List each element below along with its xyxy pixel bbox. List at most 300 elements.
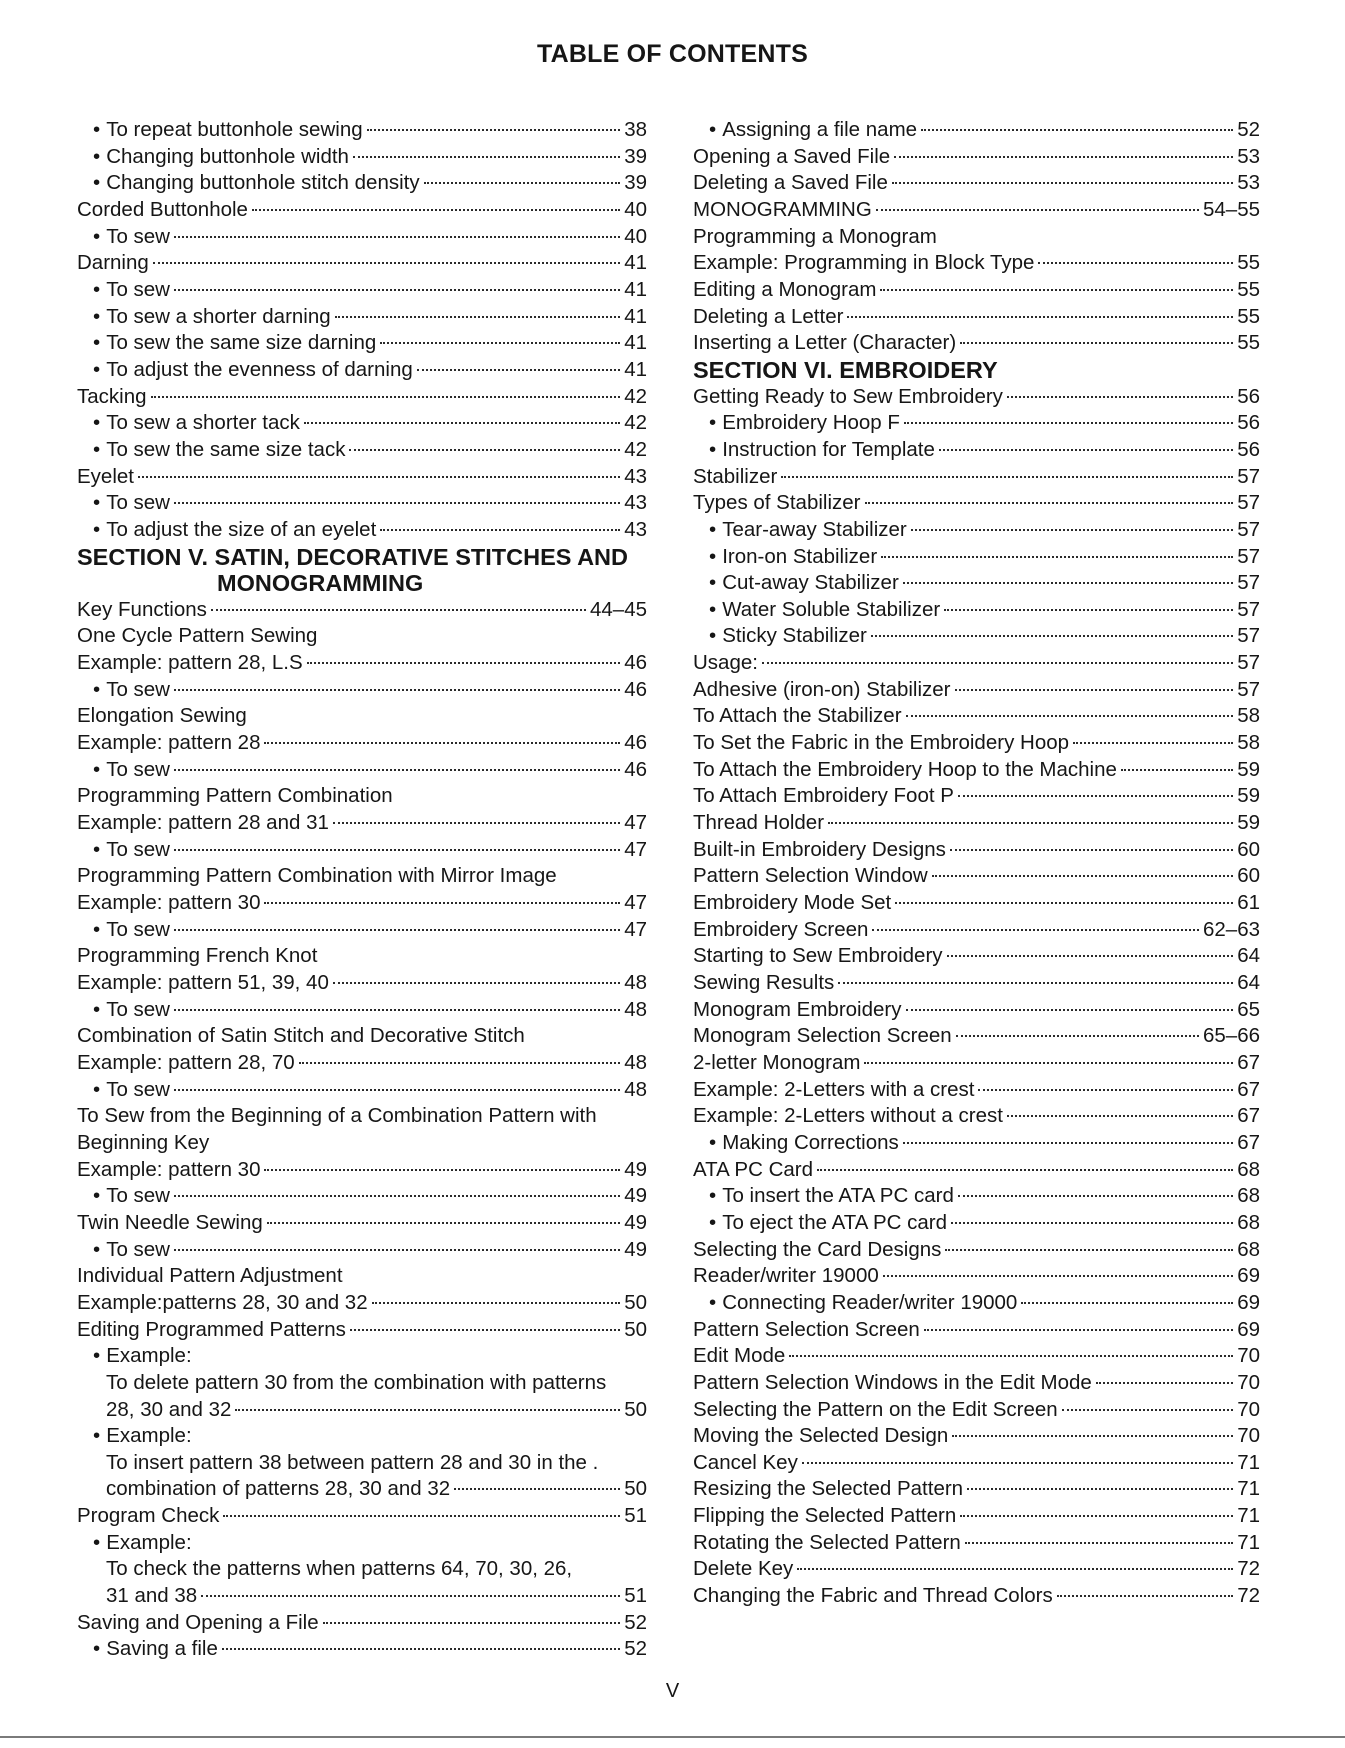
toc-entry[interactable] xyxy=(77,357,647,384)
dot-leader xyxy=(335,316,621,318)
toc-entry[interactable] xyxy=(693,623,1260,650)
entry-page-number: 69 xyxy=(1237,1317,1260,1341)
toc-entry[interactable] xyxy=(693,757,1260,784)
entry-page-number: 55 xyxy=(1237,251,1260,275)
toc-entry[interactable] xyxy=(693,1210,1260,1237)
entry-label: To eject the ATA PC card xyxy=(722,1210,948,1234)
toc-entry[interactable] xyxy=(693,544,1260,571)
toc-entry[interactable] xyxy=(693,1476,1260,1503)
toc-left-column xyxy=(77,117,647,1663)
entry-label: To insert pattern 38 between pattern 28 and 30 in the . xyxy=(106,1450,599,1474)
dot-leader xyxy=(174,769,620,771)
entry-label: Programming Pattern Combination with Mirror Image xyxy=(77,864,557,888)
entry-page-number: 56 xyxy=(1237,411,1260,435)
entry-page-number: 68 xyxy=(1237,1157,1260,1181)
toc-entry[interactable] xyxy=(693,783,1260,810)
toc-entry[interactable] xyxy=(693,837,1260,864)
toc-entry[interactable] xyxy=(693,1450,1260,1477)
entry-page-number: 64 xyxy=(1237,944,1260,968)
dot-leader xyxy=(174,1195,620,1197)
bullet-icon: • xyxy=(93,331,101,355)
entry-label: To sew xyxy=(106,1184,170,1208)
toc-entry[interactable] xyxy=(77,384,647,411)
toc-entry[interactable] xyxy=(693,1023,1260,1050)
bullet-icon: • xyxy=(93,144,101,168)
entry-label: To Set the Fabric in the Embroidery Hoop xyxy=(693,731,1070,755)
entry-page-number: 42 xyxy=(624,437,647,461)
entry-page-number: 60 xyxy=(1237,864,1260,888)
entry-page-number: 44–45 xyxy=(589,597,647,621)
toc-entry[interactable] xyxy=(693,997,1260,1024)
entry-page-number: 41 xyxy=(624,304,647,328)
entry-page-number: 68 xyxy=(1237,1210,1260,1234)
toc-entry[interactable] xyxy=(693,730,1260,757)
toc-entry[interactable] xyxy=(693,250,1260,277)
dot-leader xyxy=(353,156,620,158)
entry-label: Tear-away Stabilizer xyxy=(722,517,907,541)
bullet-icon: • xyxy=(93,304,101,328)
entry-label: To sew xyxy=(106,1237,170,1261)
toc-entry[interactable] xyxy=(77,917,647,944)
toc-entry[interactable] xyxy=(77,1317,647,1344)
toc-entry[interactable] xyxy=(693,1397,1260,1424)
toc-entry[interactable] xyxy=(77,1343,647,1370)
toc-entry[interactable] xyxy=(77,517,647,544)
toc-entry[interactable] xyxy=(77,757,647,784)
bullet-icon: • xyxy=(93,1077,101,1101)
entry-page-number: 57 xyxy=(1237,651,1260,675)
entry-label: Making Corrections xyxy=(722,1130,899,1154)
toc-entry[interactable] xyxy=(77,1077,647,1104)
bullet-icon: • xyxy=(93,277,101,301)
toc-entry[interactable] xyxy=(77,1103,647,1130)
bullet-icon: • xyxy=(93,677,101,701)
toc-entry[interactable] xyxy=(77,863,647,890)
toc-entry[interactable] xyxy=(77,1583,647,1610)
entry-label: Delete Key xyxy=(693,1557,794,1581)
dot-leader xyxy=(417,369,620,371)
entry-page-number: 41 xyxy=(624,277,647,301)
entry-page-number: 60 xyxy=(1237,837,1260,861)
toc-entry[interactable] xyxy=(693,1583,1260,1610)
dot-leader xyxy=(201,1595,620,1597)
toc-entry[interactable] xyxy=(77,1503,647,1530)
entry-page-number: 67 xyxy=(1237,1130,1260,1154)
entry-label: Elongation Sewing xyxy=(77,704,247,728)
entry-page-number: 41 xyxy=(624,331,647,355)
bullet-icon: • xyxy=(709,624,717,648)
entry-page-number: 65–66 xyxy=(1202,1024,1260,1048)
dot-leader xyxy=(333,822,620,824)
toc-entry[interactable] xyxy=(693,464,1260,491)
dot-leader xyxy=(1021,1302,1233,1304)
entry-label: Programming French Knot xyxy=(77,944,318,968)
dot-leader xyxy=(138,476,620,478)
bullet-icon: • xyxy=(709,597,717,621)
entry-page-number: 40 xyxy=(624,224,647,248)
toc-entry[interactable] xyxy=(693,1077,1260,1104)
dot-leader xyxy=(1038,262,1233,264)
entry-page-number: 42 xyxy=(624,411,647,435)
entry-label: Edit Mode xyxy=(693,1344,786,1368)
entry-label: Tacking xyxy=(77,384,147,408)
entry-page-number: 46 xyxy=(624,731,647,755)
entry-page-number: 53 xyxy=(1237,144,1260,168)
entry-label: To sew xyxy=(106,837,170,861)
entry-page-number: 57 xyxy=(1237,677,1260,701)
toc-entry[interactable] xyxy=(693,384,1260,411)
entry-page-number: 70 xyxy=(1237,1424,1260,1448)
toc-entry[interactable] xyxy=(693,863,1260,890)
toc-entry[interactable] xyxy=(693,597,1260,624)
entry-page-number: 43 xyxy=(624,464,647,488)
entry-label: Cancel Key xyxy=(693,1450,798,1474)
entry-page-number: 50 xyxy=(624,1477,647,1501)
toc-entry[interactable] xyxy=(693,1423,1260,1450)
entry-label: Monogram Selection Screen xyxy=(693,1024,952,1048)
dot-leader xyxy=(1096,1382,1233,1384)
dot-leader xyxy=(924,1329,1233,1331)
entry-label: To repeat buttonhole sewing xyxy=(106,118,363,141)
entry-label: Sticky Stabilizer xyxy=(722,624,867,648)
entry-page-number: 41 xyxy=(624,251,647,275)
entry-page-number: 48 xyxy=(624,1077,647,1101)
toc-entry[interactable] xyxy=(693,943,1260,970)
entry-label: Example: pattern 28, L.S xyxy=(77,651,303,675)
entry-label: Embroidery Screen xyxy=(693,917,869,941)
toc-entry[interactable] xyxy=(693,810,1260,837)
dot-leader xyxy=(264,1169,620,1171)
dot-leader xyxy=(789,1355,1233,1357)
entry-label: Editing a Monogram xyxy=(693,277,877,301)
toc-entry[interactable] xyxy=(693,1157,1260,1184)
toc-entry[interactable] xyxy=(693,144,1260,171)
entry-label: To sew xyxy=(106,491,170,515)
toc-entry[interactable] xyxy=(693,1343,1260,1370)
entry-label: Example: pattern 51, 39, 40 xyxy=(77,971,329,994)
entry-page-number: 69 xyxy=(1237,1290,1260,1314)
toc-entry[interactable] xyxy=(77,1050,647,1077)
toc-entry[interactable] xyxy=(77,1610,647,1637)
toc-entry[interactable] xyxy=(77,304,647,331)
dot-leader xyxy=(235,1409,620,1411)
toc-entry[interactable] xyxy=(693,703,1260,730)
entry-page-number: 72 xyxy=(1237,1557,1260,1581)
entry-page-number: 48 xyxy=(624,997,647,1021)
entry-label: Example: Programming in Block Type xyxy=(693,251,1035,275)
toc-entry[interactable] xyxy=(693,197,1260,224)
section-heading: SECTION VI. EMBROIDERY xyxy=(693,356,998,383)
toc-entry[interactable] xyxy=(693,1263,1260,1290)
entry-page-number: 72 xyxy=(1237,1584,1260,1608)
entry-label: To check the patterns when patterns 64, 70, 30, 26, xyxy=(106,1557,573,1581)
bullet-icon: • xyxy=(93,837,101,861)
entry-label: Example: xyxy=(106,1424,192,1448)
entry-page-number: 39 xyxy=(624,171,647,195)
toc-entry[interactable] xyxy=(77,464,647,491)
dot-leader xyxy=(762,662,1233,664)
entry-page-number: 47 xyxy=(624,917,647,941)
entry-label: Selecting the Card Designs xyxy=(693,1237,942,1261)
toc-entry[interactable] xyxy=(77,1636,647,1663)
toc-entry[interactable] xyxy=(77,250,647,277)
entry-label: Programming Pattern Combination xyxy=(77,784,393,808)
entry-page-number: 58 xyxy=(1237,704,1260,728)
toc-entry[interactable] xyxy=(77,623,647,650)
entry-label: Reader/writer 19000 xyxy=(693,1264,879,1288)
bullet-icon: • xyxy=(93,357,101,381)
toc-entry[interactable] xyxy=(693,1103,1260,1130)
toc-entry[interactable] xyxy=(77,810,647,837)
toc-entry[interactable] xyxy=(693,330,1260,357)
toc-entry[interactable] xyxy=(693,304,1260,331)
dot-leader xyxy=(903,582,1233,584)
bullet-icon: • xyxy=(93,171,101,195)
toc-entry[interactable] xyxy=(77,1263,647,1290)
toc-entry[interactable] xyxy=(77,330,647,357)
toc-entry[interactable] xyxy=(77,1530,647,1557)
toc-entry[interactable] xyxy=(77,677,647,704)
toc-entry[interactable] xyxy=(77,1556,647,1583)
toc-entry[interactable] xyxy=(77,650,647,677)
entry-page-number: 65 xyxy=(1237,997,1260,1021)
dot-leader xyxy=(211,609,586,611)
entry-page-number: 71 xyxy=(1237,1530,1260,1554)
toc-entry[interactable] xyxy=(77,970,647,997)
entry-page-number: 52 xyxy=(624,1637,647,1661)
entry-page-number: 56 xyxy=(1237,384,1260,408)
toc-entry[interactable] xyxy=(77,1157,647,1184)
entry-page-number: 67 xyxy=(1237,1104,1260,1128)
toc-entry[interactable] xyxy=(77,410,647,437)
entry-label: To Attach the Embroidery Hoop to the Machine xyxy=(693,757,1117,781)
toc-entry[interactable] xyxy=(77,703,647,730)
toc-entry[interactable] xyxy=(77,1370,647,1397)
entry-page-number: 70 xyxy=(1237,1370,1260,1394)
bullet-icon: • xyxy=(93,118,101,141)
toc-entry[interactable] xyxy=(693,570,1260,597)
toc-entry[interactable] xyxy=(693,1370,1260,1397)
toc-entry[interactable] xyxy=(693,437,1260,464)
dot-leader xyxy=(174,236,620,238)
toc-entry[interactable] xyxy=(77,1290,647,1317)
dot-leader xyxy=(883,1275,1233,1277)
toc-entry[interactable] xyxy=(77,943,647,970)
entry-label: Program Check xyxy=(77,1504,220,1528)
dot-leader xyxy=(894,156,1233,158)
entry-label: Connecting Reader/writer 19000 xyxy=(722,1290,1018,1314)
toc-entry[interactable] xyxy=(693,117,1260,144)
dot-leader xyxy=(947,955,1234,957)
entry-page-number: 56 xyxy=(1237,437,1260,461)
toc-right-column xyxy=(693,117,1260,1610)
page-title: TABLE OF CONTENTS xyxy=(537,40,808,68)
dot-leader xyxy=(174,1089,620,1091)
bullet-icon: • xyxy=(93,997,101,1021)
toc-entry[interactable] xyxy=(77,1423,647,1450)
entry-label: Editing Programmed Patterns xyxy=(77,1317,346,1341)
entry-page-number: 43 xyxy=(624,491,647,515)
toc-entry[interactable] xyxy=(77,1397,647,1424)
dot-leader xyxy=(895,902,1233,904)
entry-label: Sewing Results xyxy=(693,971,835,994)
toc-entry[interactable] xyxy=(693,1317,1260,1344)
dot-leader xyxy=(174,1249,620,1251)
dot-leader xyxy=(892,182,1233,184)
toc-entry[interactable] xyxy=(693,1237,1260,1264)
toc-entry[interactable] xyxy=(693,277,1260,304)
dot-leader xyxy=(222,1648,620,1650)
toc-entry[interactable] xyxy=(77,1450,647,1477)
toc-entry[interactable] xyxy=(693,890,1260,917)
dot-leader xyxy=(881,556,1233,558)
entry-page-number: 52 xyxy=(624,1610,647,1634)
toc-entry[interactable] xyxy=(693,1503,1260,1530)
entry-label: combination of patterns 28, 30 and 32 xyxy=(106,1477,451,1501)
toc-entry[interactable] xyxy=(693,917,1260,944)
entry-page-number: 48 xyxy=(624,971,647,994)
dot-leader xyxy=(367,129,621,131)
entry-page-number: 53 xyxy=(1237,171,1260,195)
toc-entry[interactable] xyxy=(693,650,1260,677)
toc-entry[interactable] xyxy=(77,1183,647,1210)
dot-leader xyxy=(797,1568,1233,1570)
entry-label: Starting to Sew Embroidery xyxy=(693,944,943,968)
entry-page-number: 51 xyxy=(624,1584,647,1608)
toc-entry[interactable] xyxy=(693,1530,1260,1557)
entry-label: Key Functions xyxy=(77,597,207,621)
dot-leader xyxy=(950,849,1233,851)
entry-label: Pattern Selection Screen xyxy=(693,1317,920,1341)
entry-label: To adjust the size of an eyelet xyxy=(106,517,377,541)
dot-leader xyxy=(174,289,620,291)
entry-label: To sew the same size darning xyxy=(106,331,377,355)
toc-entry[interactable] xyxy=(77,224,647,251)
entry-page-number: 71 xyxy=(1237,1477,1260,1501)
entry-page-number: 48 xyxy=(624,1050,647,1074)
entry-label: 2-letter Monogram xyxy=(693,1050,861,1074)
entry-label: To Attach the Stabilizer xyxy=(693,704,902,728)
dot-leader xyxy=(967,1488,1233,1490)
dot-leader xyxy=(264,742,620,744)
bullet-icon: • xyxy=(93,491,101,515)
toc-entry[interactable] xyxy=(77,730,647,757)
dot-leader xyxy=(454,1488,620,1490)
toc-entry[interactable] xyxy=(693,170,1260,197)
entry-page-number: 59 xyxy=(1237,757,1260,781)
toc-entry[interactable] xyxy=(77,197,647,224)
entry-label: Changing buttonhole width xyxy=(106,144,349,168)
entry-label: Example: pattern 28 and 31 xyxy=(77,811,329,835)
entry-label: Darning xyxy=(77,251,149,275)
entry-label: Beginning Key xyxy=(77,1130,210,1154)
dot-leader xyxy=(424,182,621,184)
entry-page-number: 46 xyxy=(624,677,647,701)
entry-label: To Sew from the Beginning of a Combination Pattern with xyxy=(77,1104,597,1128)
dot-leader xyxy=(323,1622,621,1624)
toc-entry[interactable] xyxy=(77,1476,647,1503)
entry-label: 31 and 38 xyxy=(106,1584,198,1608)
toc-entry[interactable] xyxy=(693,1183,1260,1210)
toc-entry[interactable] xyxy=(77,144,647,171)
dot-leader xyxy=(1062,1409,1234,1411)
entry-label: Example: pattern 28, 70 xyxy=(77,1050,295,1074)
toc-entry[interactable] xyxy=(693,224,1260,251)
toc-entry[interactable] xyxy=(77,437,647,464)
toc-entry[interactable] xyxy=(693,1290,1260,1317)
toc-entry[interactable] xyxy=(77,597,647,624)
toc-entry[interactable] xyxy=(77,277,647,304)
toc-entry[interactable] xyxy=(77,890,647,917)
entry-label: Changing buttonhole stitch density xyxy=(106,171,420,195)
dot-leader xyxy=(153,262,620,264)
toc-entry[interactable] xyxy=(77,117,647,144)
toc-entry[interactable] xyxy=(693,1050,1260,1077)
dot-leader xyxy=(960,1515,1233,1517)
entry-page-number: 61 xyxy=(1237,891,1260,915)
toc-entry[interactable] xyxy=(693,490,1260,517)
entry-label: Built-in Embroidery Designs xyxy=(693,837,946,861)
toc-entry[interactable] xyxy=(77,997,647,1024)
entry-label: To sew xyxy=(106,677,170,701)
toc-entry[interactable] xyxy=(77,490,647,517)
toc-entry[interactable] xyxy=(77,1130,647,1157)
toc-entry[interactable] xyxy=(77,837,647,864)
toc-entry[interactable] xyxy=(77,1237,647,1264)
dot-leader xyxy=(174,929,620,931)
bullet-icon: • xyxy=(93,1237,101,1261)
entry-label: To sew the same size tack xyxy=(106,437,346,461)
bullet-icon: • xyxy=(709,1290,717,1314)
entry-page-number: 55 xyxy=(1237,304,1260,328)
entry-label: Water Soluble Stabilizer xyxy=(722,597,941,621)
entry-page-number: 38 xyxy=(624,118,647,141)
entry-page-number: 57 xyxy=(1237,624,1260,648)
toc-entry[interactable] xyxy=(693,1556,1260,1583)
toc-entry[interactable] xyxy=(693,1130,1260,1157)
toc-entry[interactable] xyxy=(693,677,1260,704)
entry-label: Moving the Selected Design xyxy=(693,1424,949,1448)
dot-leader xyxy=(372,1302,621,1304)
dot-leader xyxy=(952,1435,1233,1437)
dot-leader xyxy=(911,529,1233,531)
dot-leader xyxy=(978,1089,1233,1091)
dot-leader xyxy=(921,129,1233,131)
toc-entry[interactable] xyxy=(693,970,1260,997)
entry-page-number: 58 xyxy=(1237,731,1260,755)
bullet-icon: • xyxy=(93,917,101,941)
entry-page-number: 68 xyxy=(1237,1184,1260,1208)
entry-label: Example: pattern 30 xyxy=(77,1157,261,1181)
toc-entry[interactable] xyxy=(693,410,1260,437)
entry-label: Example: 2-Letters without a crest xyxy=(693,1104,1003,1128)
bullet-icon: • xyxy=(93,224,101,248)
toc-entry[interactable] xyxy=(77,1023,647,1050)
toc-entry[interactable] xyxy=(693,517,1260,544)
dot-leader xyxy=(174,1009,620,1011)
toc-entry[interactable] xyxy=(77,170,647,197)
entry-label: To sew xyxy=(106,224,170,248)
dot-leader xyxy=(380,342,620,344)
toc-entry[interactable] xyxy=(77,1210,647,1237)
entry-page-number: 59 xyxy=(1237,811,1260,835)
dot-leader xyxy=(904,422,1233,424)
entry-label: Types of Stabilizer xyxy=(693,491,861,515)
entry-label: Monogram Embroidery xyxy=(693,997,902,1021)
dot-leader xyxy=(828,822,1233,824)
toc-entry[interactable] xyxy=(77,783,647,810)
scan-edge-divider xyxy=(0,1736,1345,1738)
